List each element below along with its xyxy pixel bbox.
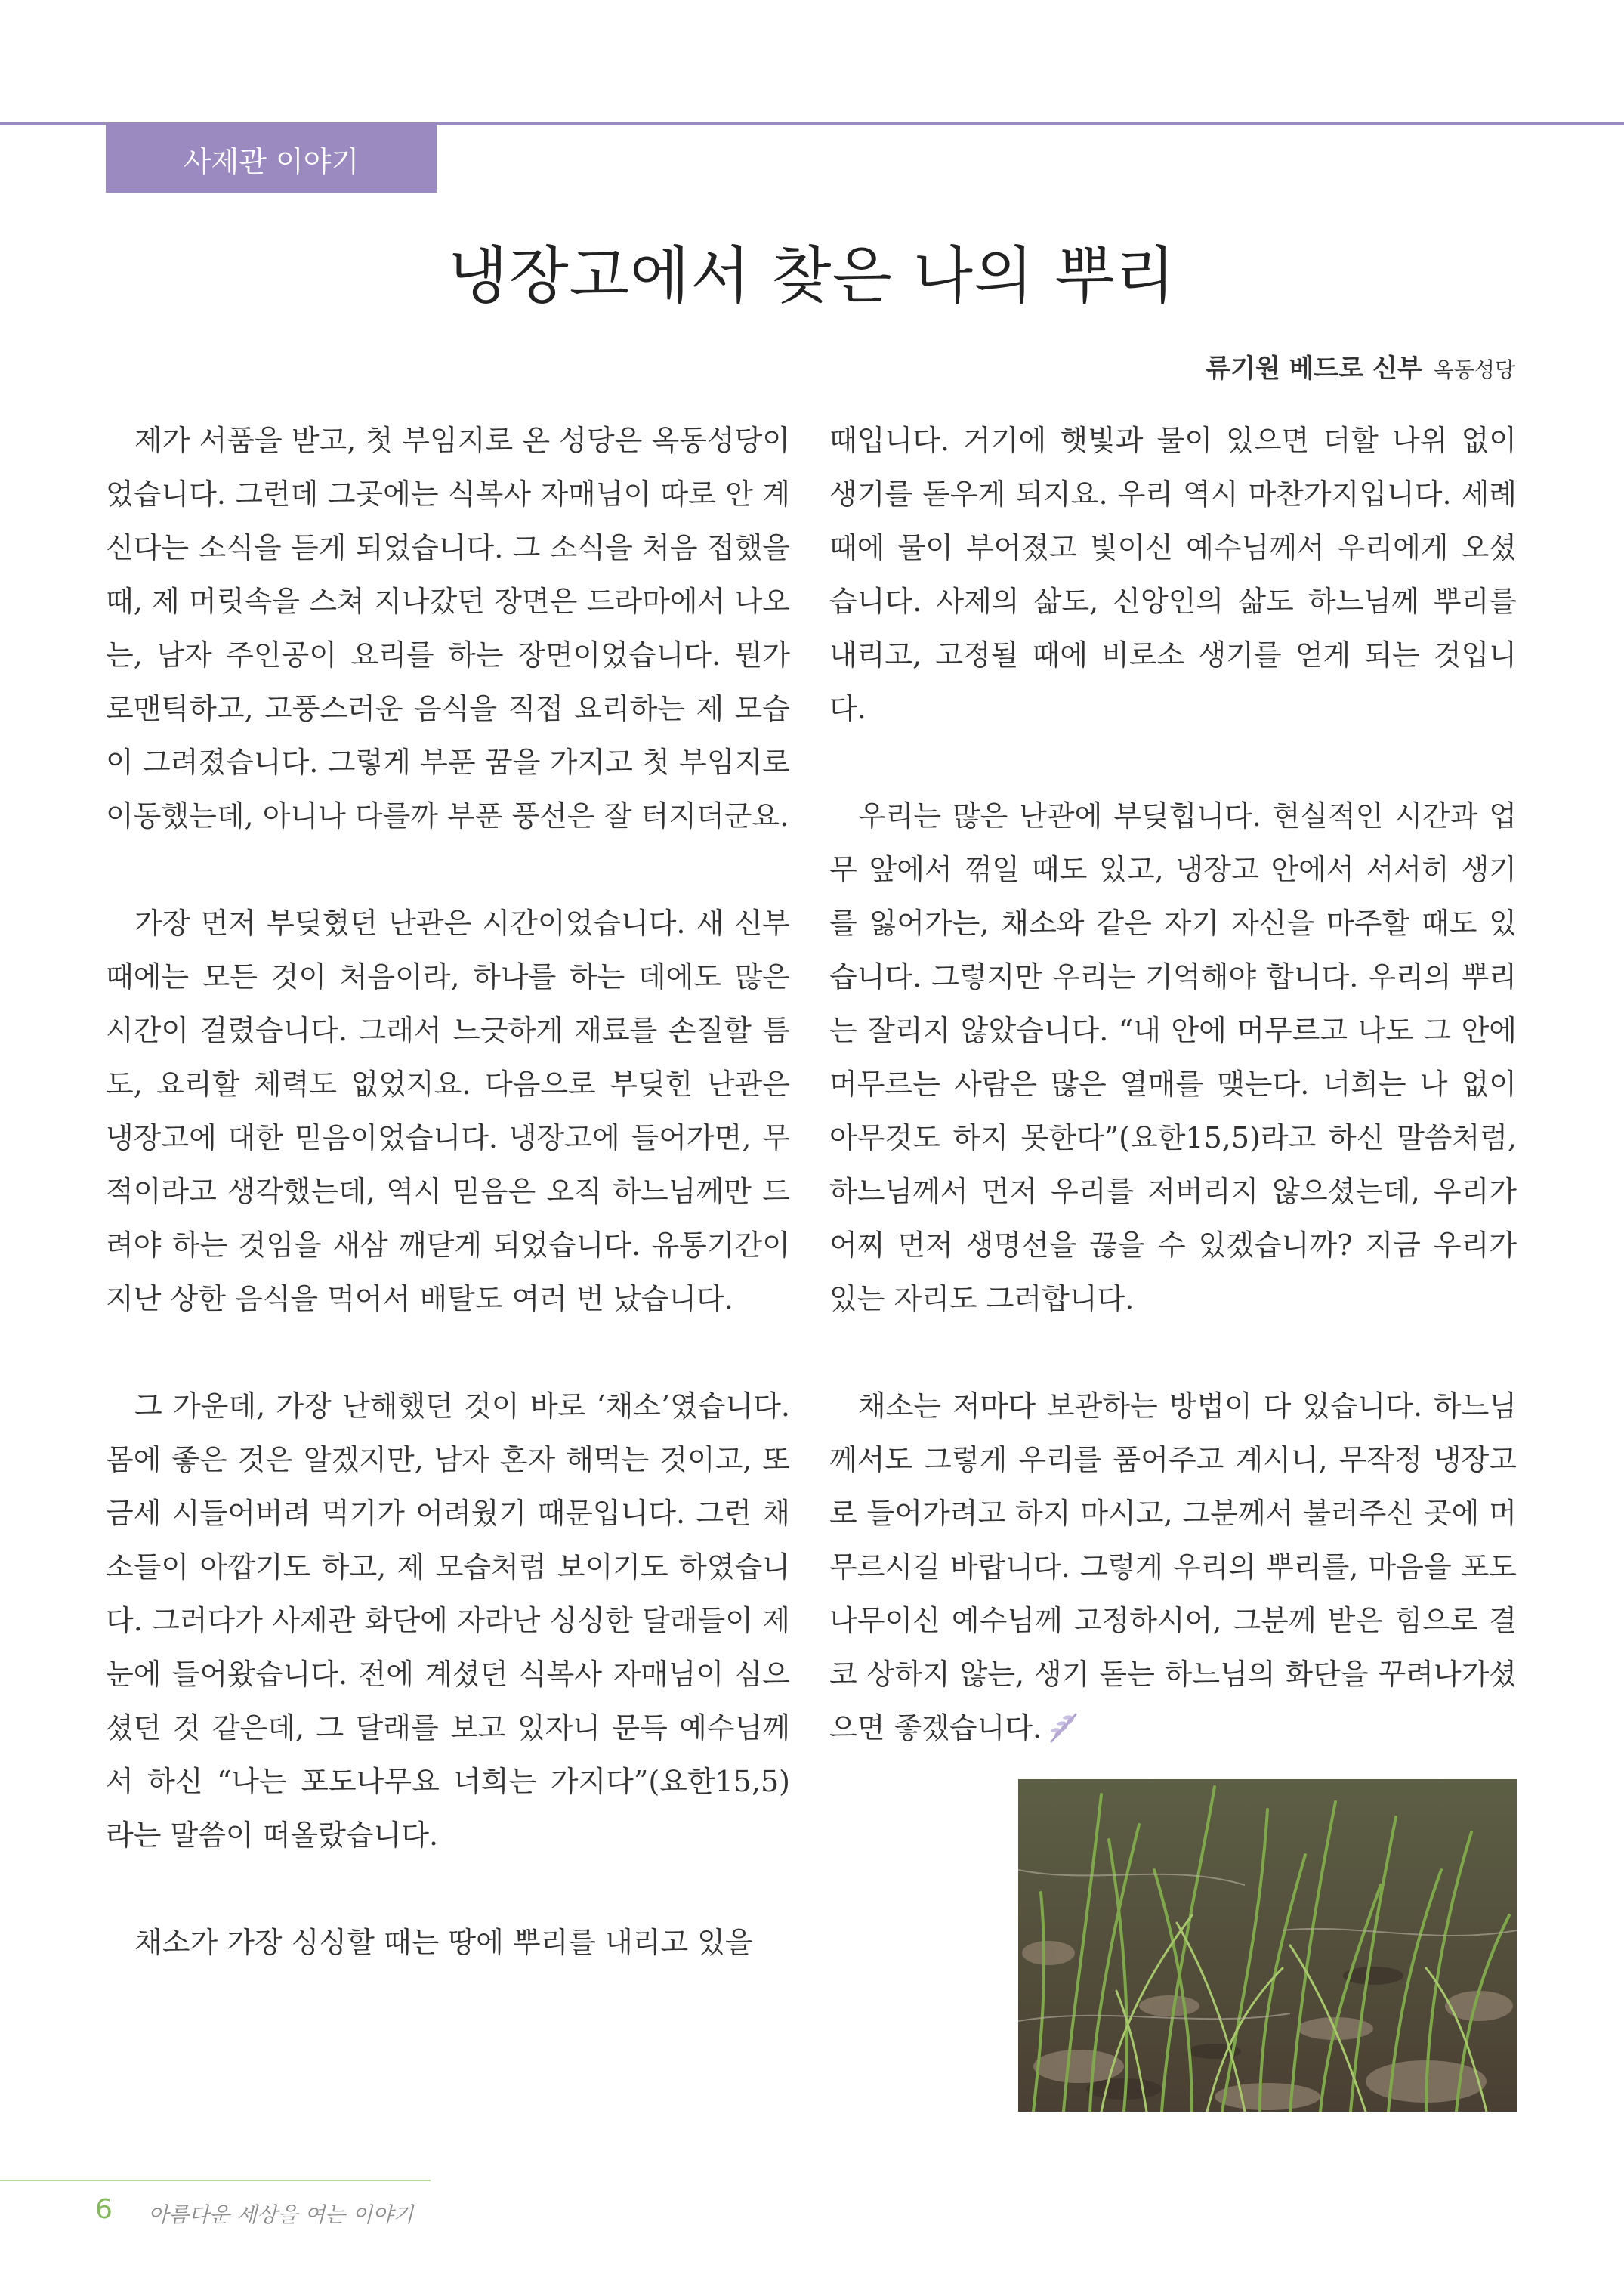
paragraph: 때입니다. 거기에 햇빛과 물이 있으면 더할 나위 없이 생기를 돋우게 되지요. 우리 역시 마찬가지입니다. 세례 때에 물이 부어졌고 빛이신 예수님께서 우리에게 오셨습니다. 사제의 삶도, 신앙인의 삶도 하느님께 뿌리를 내리고, 고정될 때에 비로소 생기를 얻게 되는 것입니다. (829, 424, 1517, 725)
leaf-sprig-icon (1046, 1710, 1081, 1745)
paragraph-final (829, 1380, 1517, 1755)
paragraph: 채소가 가장 싱싱할 때는 땅에 뿌리를 내리고 있을 (134, 1926, 753, 1959)
right-column (829, 414, 1517, 1755)
byline (1206, 348, 1515, 385)
photo-illustration (1018, 1779, 1517, 2112)
wild-chives-photo (1018, 1779, 1517, 2112)
left-column (106, 414, 790, 1970)
paragraph: 우리는 많은 난관에 부딪힙니다. 현실적인 시간과 업무 앞에서 꺾일 때도 있고, 냉장고 안에서 서서히 생기를 잃어가는, 채소와 같은 자기 자신을 마주할 때도 있습니다. 그렇지만 우리는 기억해야 합니다. 우리의 뿌리는 잘리지 않았습니다. “내 안에 머무르고 나도 그 안에 머무르는 사람은 많은 열매를 맺는다. 너희는 나 없이 아무것도 하지 못한다”(요한15,5)라고 하신 말씀처럼, 하느님께서 먼저 우리를 저버리지 않으셨는데, 우리가 어찌 먼저 생명선을 끊을 수 있겠습니까? 지금 우리가 있는 자리도 그러합니다. (829, 799, 1517, 1315)
page-number: 6 (95, 2194, 113, 2225)
section-tab (106, 125, 437, 193)
paragraph: 그 가운데, 가장 난해했던 것이 바로 ‘채소’였습니다. 몸에 좋은 것은 알겠지만, 남자 혼자 해먹는 것이고, 또 금세 시들어버려 먹기가 어려웠기 때문입니다. 그런 채소들이 아깝기도 하고, 제 모습처럼 보이기도 하였습니다. 그러다가 사제관 화단에 자라난 싱싱한 달래들이 제 눈에 들어왔습니다. 전에 계셨던 식복사 자매님이 심으셨던 것 같은데, 그 달래를 보고 있자니 문득 예수님께서 하신 “나는 포도나무요 너희는 가지다”(요한15,5)라는 말씀이 떠올랐습니다. (106, 1389, 790, 1852)
section-label: 사제관 이야기 (183, 144, 360, 178)
footer-divider (0, 2180, 431, 2181)
article-title: 냉장고에서 찾은 나의 뿌리 (448, 240, 1176, 312)
paragraph: 가장 먼저 부딪혔던 난관은 시간이었습니다. 새 신부 때에는 모든 것이 처음이라, 하나를 하는 데에도 많은 시간이 걸렸습니다. 그래서 느긋하게 재료를 손질할 틈도, 요리할 체력도 없었지요. 다음으로 부딪힌 난관은 냉장고에 대한 믿음이었습니다. 냉장고에 들어가면, 무적이라고 생각했는데, 역시 믿음은 오직 하느님께만 드려야 하는 것임을 새삼 깨닫게 되었습니다. 유통기간이 지난 상한 음식을 먹어서 배탈도 여러 번 났습니다. (106, 907, 790, 1315)
magazine-name: 아름다운 세상을 여는 이야기 (148, 2202, 414, 2227)
paragraph-text: 채소는 저마다 보관하는 방법이 다 있습니다. 하느님께서도 그렇게 우리를 품어주고 계시니, 무작정 냉장고로 들어가려고 하지 마시고, 그분께서 불러주신 곳에 머무르시길 바랍니다. 그렇게 우리의 뿌리를, 마음을 포도나무이신 예수님께 고정하시어, 그분께 받은 힘으로 결코 상하지 않는, 생기 돋는 하느님의 화단을 꾸려나가셨으면 좋겠습니다. (829, 1389, 1517, 1744)
parish-name: 옥동성당 (1433, 357, 1515, 382)
author-name: 류기원 베드로 신부 (1206, 354, 1422, 384)
paragraph: 제가 서품을 받고, 첫 부임지로 온 성당은 옥동성당이었습니다. 그런데 그곳에는 식복사 자매님이 따로 안 계신다는 소식을 듣게 되었습니다. 그 소식을 처음 접했을 때, 제 머릿속을 스쳐 지나갔던 장면은 드라마에서 나오는, 남자 주인공이 요리를 하는 장면이었습니다. 뭔가 로맨틱하고, 고풍스러운 음식을 직접 요리하는 제 모습이 그려졌습니다. 그렇게 부푼 꿈을 가지고 첫 부임지로 이동했는데, 아니나 다를까 부푼 풍선은 잘 터지더군요. (106, 424, 790, 833)
